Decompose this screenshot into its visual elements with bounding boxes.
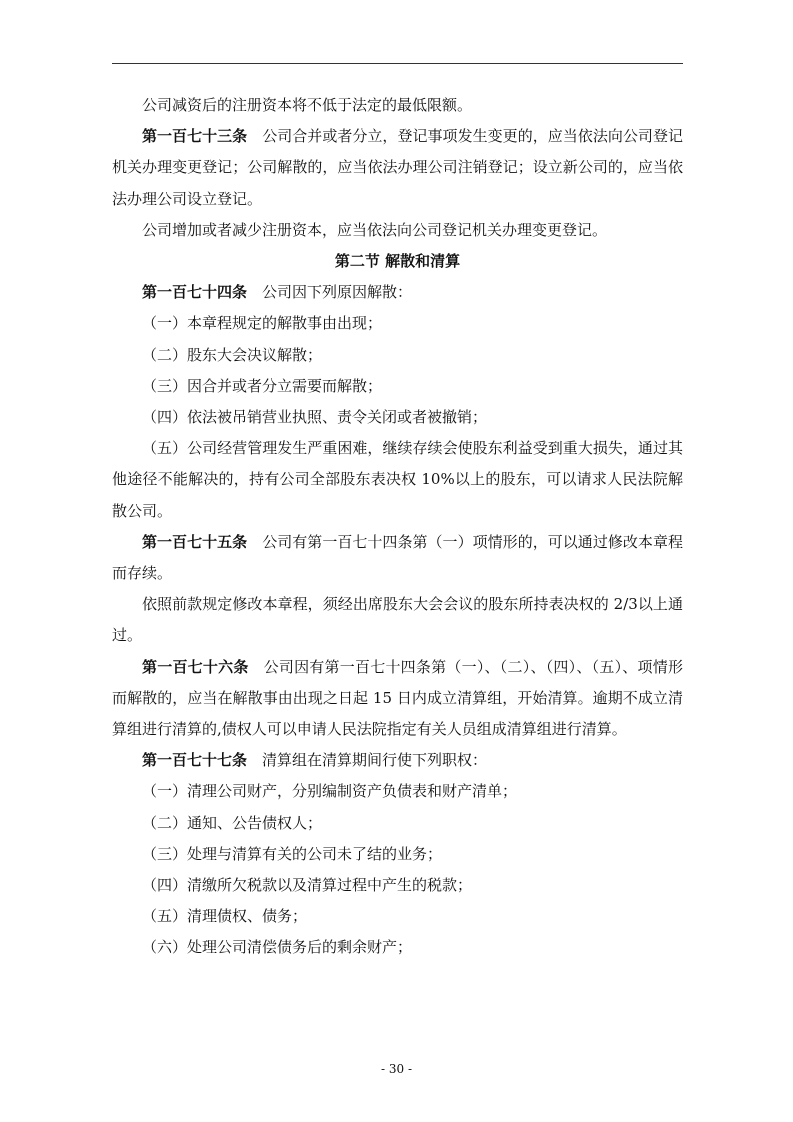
article-text: 公司合并或者分立，登记事项发生变更的，应当依法向公司登记机关办理变更登记；公司解散的，应当依法办理公司注销登记；设立新公司的，应当依法办理公司设立登记。 <box>112 127 683 208</box>
article-number: 第一百七十三条 <box>142 127 248 146</box>
list-item: （二）股东大会决议解散； <box>142 345 323 364</box>
document-body <box>112 90 683 964</box>
article-text: 公司因下列原因解散： <box>262 283 413 302</box>
article-177 <box>112 745 683 776</box>
paragraph: 公司增加或者减少注册资本，应当依法向公司登记机关办理变更登记。 <box>142 220 608 239</box>
article-number: 第一百七十七条 <box>142 751 248 770</box>
article-175 <box>112 527 683 589</box>
article-173 <box>112 121 683 215</box>
list-item: （二）通知、公告债权人； <box>142 813 323 832</box>
article-text: 公司有第一百七十四条第（一）项情形的，可以通过修改本章程而存续。 <box>112 532 683 583</box>
article-176 <box>112 652 683 746</box>
list-item: （三）因合并或者分立需要而解散； <box>142 376 383 395</box>
page-number: - 30 - <box>380 1062 412 1076</box>
article-174 <box>112 277 683 308</box>
section-title: 第二节 解散和清算 <box>334 252 461 271</box>
list-item: （一）本章程规定的解散事由出现； <box>142 314 383 333</box>
article-text: 公司因有第一百七十四条第（一）、（二）、（四）、（五）、项情形而解散的，应当在解散事由出现之日起 15 日内成立清算组，开始清算。逾期不成立清算组进行清算的,债权人可以申请人民法院指定有关人员组成清算组进行清算。 <box>112 657 683 739</box>
list-item: （一）清理公司财产，分别编制资产负债表和财产清单； <box>142 782 518 801</box>
article-text: 清算组在清算期间行使下列职权： <box>262 751 488 770</box>
article-number: 第一百七十四条 <box>142 283 248 302</box>
list-item: （五）公司经营管理发生严重困难，继续存续会使股东利益受到重大损失，通过其他途径不能解决的，持有公司全部股东表决权 10%以上的股东，可以请求人民法院解散公司。 <box>112 439 683 520</box>
paragraph: 公司减资后的注册资本将不低于法定的最低限额。 <box>142 96 473 114</box>
list-item: （六）处理公司清偿债务后的剩余财产； <box>142 938 413 957</box>
paragraph: 依照前款规定修改本章程，须经出席股东大会会议的股东所持表决权的 2/3以上通过。 <box>112 595 683 645</box>
list-item: （四）依法被吊销营业执照、责令关闭或者被撤销； <box>142 408 488 427</box>
article-number: 第一百七十六条 <box>142 657 249 676</box>
list-item: （四）清缴所欠税款以及清算过程中产生的税款； <box>142 876 473 895</box>
list-item: （五）清理债权、债务； <box>142 907 308 926</box>
header-rule <box>112 63 683 64</box>
article-number: 第一百七十五条 <box>142 532 248 551</box>
list-item: （三）处理与清算有关的公司未了结的业务； <box>142 844 443 863</box>
